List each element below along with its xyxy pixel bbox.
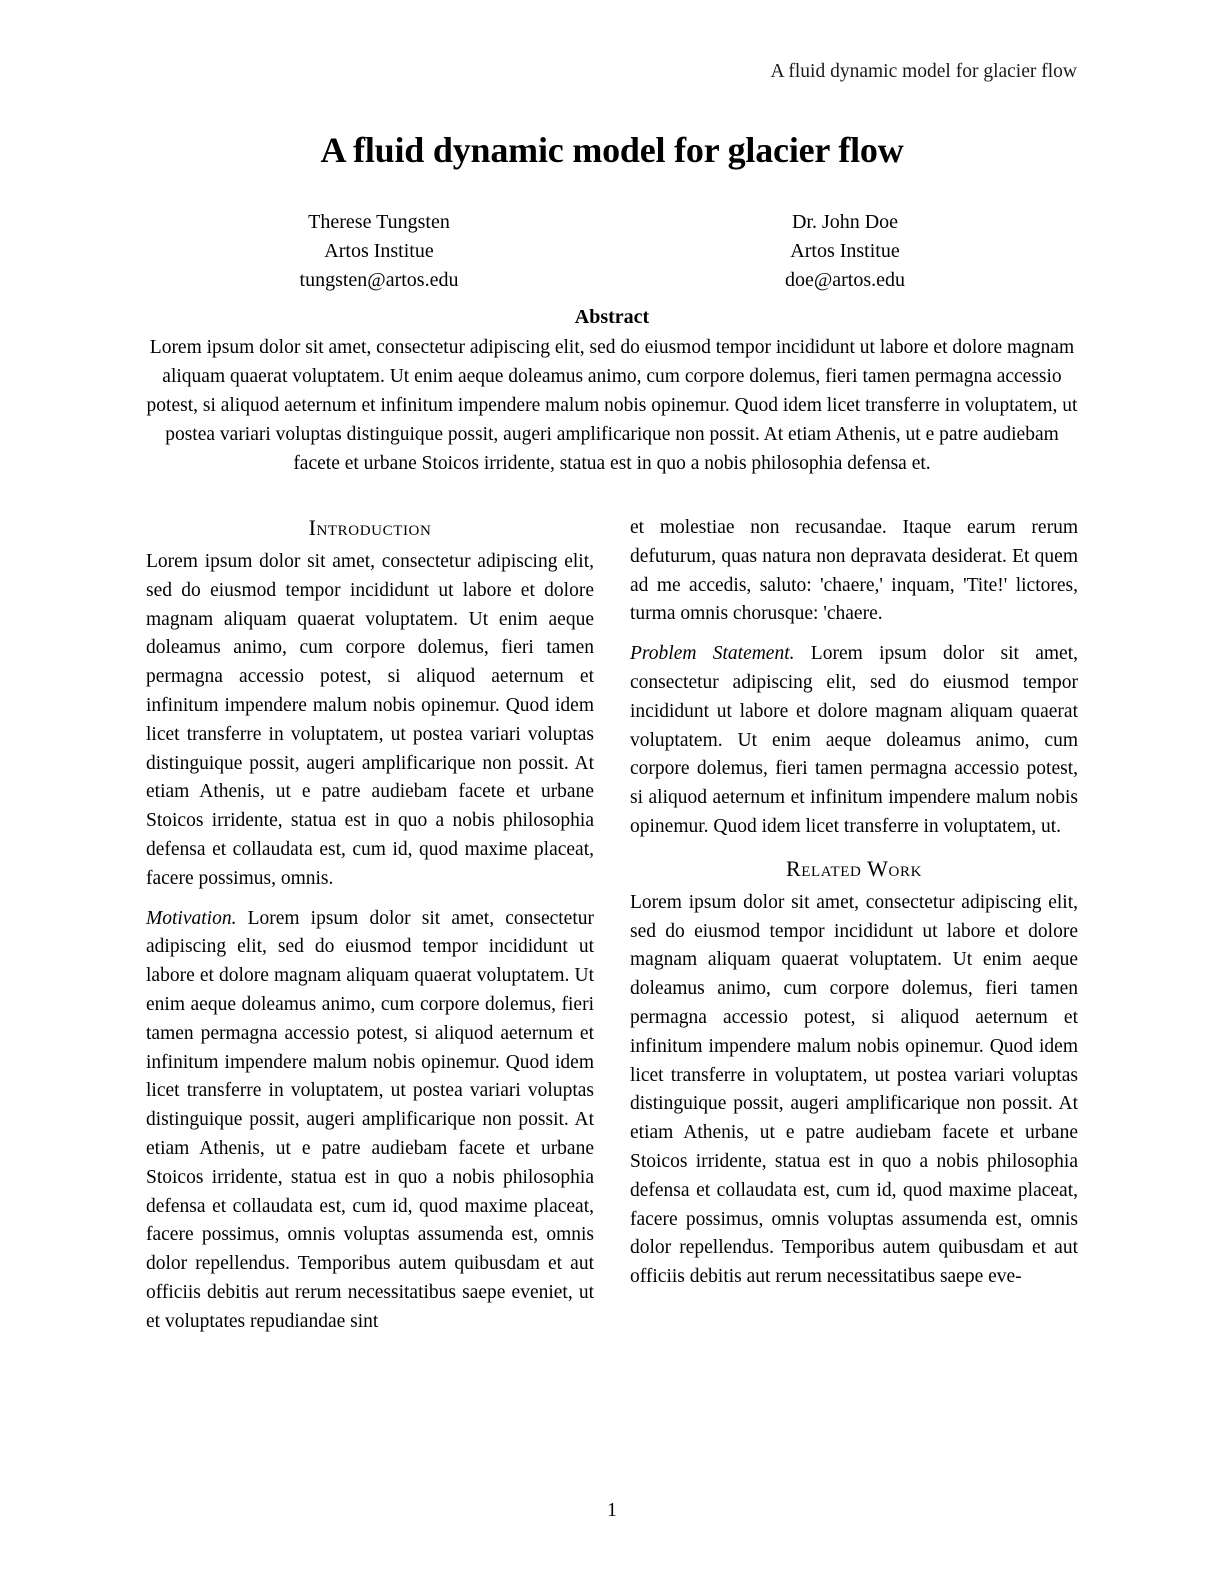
author-2 [612, 208, 1078, 295]
author-2-affiliation: Artos Institue [790, 240, 900, 262]
paper-body [0, 128, 1224, 1337]
left-column [146, 514, 594, 1337]
related-work-paragraph: Lorem ipsum dolor sit amet, consectetur adipiscing elit, sed do eiusmod tempor incididunt ut labore et dolore magnam aliquam quaerat voluptatem. Ut enim aeque doleamus animo, cum corpore dolemus, fieri tamen permagna accessio potest, si aliquod aeternum et infinitum impendere malum nobis opinemur. Quod idem licet transferre in voluptatem, ut postea variari voluptas distinguique possit, augeri amplificarique non possit. At etiam Athenis, ut e patre audiebam facete et urbane Stoicos irridente, statua est in quo a nobis philosophia defensa et collaudata est, cum id, quod maxime placeat, facere possimus, omnis voluptas assumenda est, omnis dolor repellendus. Temporibus autem quibusdam et aut officiis debitis aut rerum necessitatibus saepe eve- [630, 891, 1078, 1288]
author-1 [146, 208, 612, 295]
problem-statement-lead: Problem Statement. [630, 643, 795, 665]
author-2-email: doe@artos.edu [784, 269, 906, 291]
author-1-email: tungsten@artos.edu [299, 269, 459, 291]
motivation-lead: Motivation. [146, 907, 237, 929]
author-2-name: Dr. John Doe [791, 211, 899, 233]
motivation-continuation-paragraph: et molestiae non recusandae. Itaque earum rerum defuturum, quas natura non depravata desiderat. Et quem ad me accedis, saluto: 'chaere,' inquam, 'Tite!' lictores, turma omnis chorusque: 'chaere. [630, 517, 1078, 625]
motivation-paragraph [146, 905, 594, 1337]
introduction-paragraph: Lorem ipsum dolor sit amet, consectetur adipiscing elit, sed do eiusmod tempor incididunt ut labore et dolore magnam aliquam quaerat voluptatem. Ut enim aeque doleamus animo, cum corpore dolemus, fieri tamen permagna accessio potest, si aliquod aeternum et infinitum impendere malum nobis opinemur. Quod idem licet transferre in voluptatem, ut postea variari voluptas distinguique possit, augeri amplificarique non possit. At etiam Athenis, ut e patre audiebam facete et urbane Stoicos irridente, statua est in quo a nobis philosophia defensa et collaudata est, cum id, quod maxime placeat, facere possimus, omnis. [146, 551, 594, 889]
right-column [630, 514, 1078, 1337]
author-1-affiliation: Artos Institue [324, 240, 434, 262]
introduction-heading: Introduction [308, 515, 432, 540]
related-work-heading: Related Work [785, 855, 923, 881]
abstract-text: Lorem ipsum dolor sit amet, consectetur adipiscing elit, sed do eiusmod tempor incididunt ut labore et dolore magnam aliquam quaerat voluptatem. Ut enim aeque doleamus animo, cum corpore dolemus, fieri tamen permagna accessio potest, si aliquod aeternum et infinitum impendere malum nobis opinemur. Quod idem licet transferre in voluptatem, ut postea variari voluptas distinguique possit, augeri amplificarique non possit. At etiam Athenis, ut e patre audiebam facete et urbane Stoicos irridente, statua est in quo a nobis philosophia defensa et. [146, 337, 1078, 474]
motivation-text: Lorem ipsum dolor sit amet, consectetur adipiscing elit, sed do eiusmod tempor incididunt ut labore et dolore magnam aliquam quaerat voluptatem. Ut enim aeque doleamus animo, cum corpore dolemus, fieri tamen permagna accessio potest, si aliquod aeternum et infinitum impendere malum nobis opinemur. Quod idem licet transferre in voluptatem, ut postea variari voluptas distinguique possit, augeri amplificarique non possit. At etiam Athenis, ut e patre audiebam facete et urbane Stoicos irridente, statua est in quo a nobis philosophia defensa et collaudata est, cum id, quod maxime placeat, facere possimus, omnis voluptas assumenda est, omnis dolor repellendus. Temporibus autem quibusdam et aut officiis debitis aut rerum necessitatibus saepe eveniet, ut et voluptates repudiandae sint [146, 907, 594, 1332]
paper-title: A fluid dynamic model for glacier flow [320, 130, 904, 170]
problem-statement-paragraph [630, 640, 1078, 842]
authors-block [146, 208, 1078, 295]
page-number: 1 [607, 1500, 617, 1521]
author-1-name: Therese Tungsten [308, 211, 450, 233]
running-header: A fluid dynamic model for glacier flow [770, 61, 1077, 82]
problem-statement-text: Lorem ipsum dolor sit amet, consectetur adipiscing elit, sed do eiusmod tempor incididunt ut labore et dolore magnam aliquam quaerat voluptatem. Ut enim aeque doleamus animo, cum corpore dolemus, fieri tamen permagna accessio potest, si aliquod aeternum et infinitum impendere malum nobis opinemur. Quod idem licet transferre in voluptatem, ut. [630, 643, 1078, 837]
abstract-heading: Abstract [574, 306, 650, 328]
two-column-layout [146, 514, 1078, 1337]
abstract-section [146, 303, 1078, 478]
